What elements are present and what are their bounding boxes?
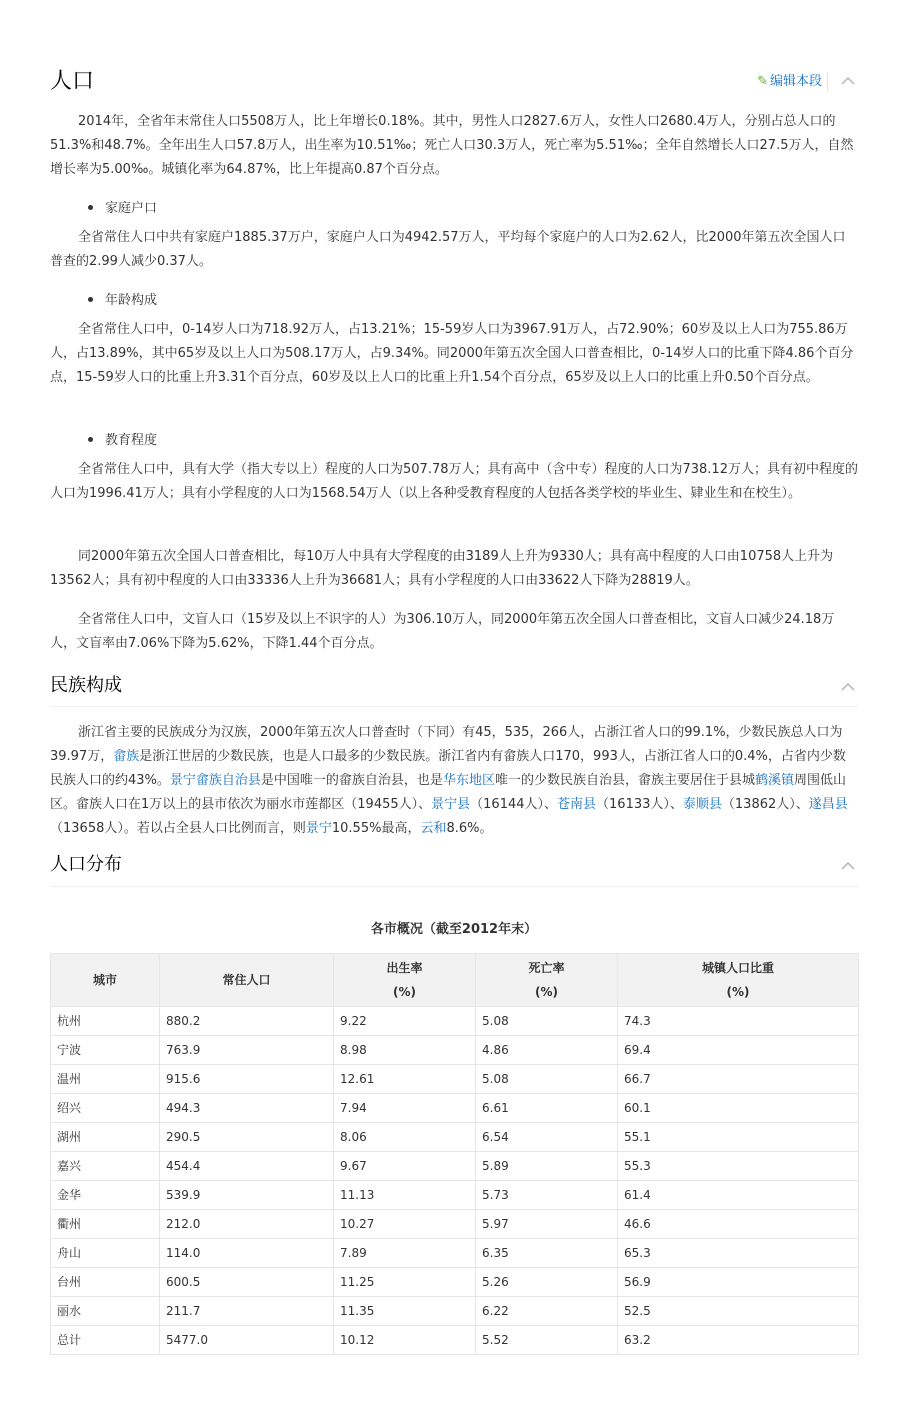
table-row (51, 1239, 859, 1268)
text-run: （16133人）、 (596, 797, 683, 812)
cell-population: 290.5 (160, 1123, 334, 1152)
cell-city: 台州 (51, 1268, 160, 1297)
cell-population: 539.9 (160, 1181, 334, 1210)
header-urban-ratio (618, 954, 859, 1007)
text-run: 周围低山区。畲族人口在1万以上的县市依次为丽水市莲都区（19455人）、 (50, 773, 846, 812)
cell-city: 绍兴 (51, 1094, 160, 1123)
cell-death-rate: 4.86 (476, 1036, 618, 1065)
cell-urban-ratio: 66.7 (618, 1065, 859, 1094)
link-jingning[interactable]: 景宁 (305, 821, 332, 836)
cell-population: 5477.0 (160, 1326, 334, 1355)
table-caption: 各市概况（截至2012年末） (370, 922, 538, 937)
cell-birth-rate: 9.22 (334, 1007, 476, 1036)
paragraph-household: 全省常住人口中共有家庭户1885.37万户，家庭户人口为4942.57万人，平均每个家庭户的人口为2.62人，比2000年第五次全国人口普查的2.99人减少0.37人。 (50, 230, 846, 269)
cell-population: 915.6 (160, 1065, 334, 1094)
cell-death-rate: 5.26 (476, 1268, 618, 1297)
cell-death-rate: 5.73 (476, 1181, 618, 1210)
cell-population: 600.5 (160, 1268, 334, 1297)
bullet-age (88, 291, 157, 311)
cell-birth-rate: 7.94 (334, 1094, 476, 1123)
paragraph-population-overview: 2014年，全省年末常住人口5508万人，比上年增长0.18%。其中，男性人口2827.6万人，女性人口2680.4万人，分别占总人口的51.3%和48.7%。全年出生人口57.8万人，出生率为10.51‰；死亡人口30.3万人，死亡率为5.51‰；全年自然增长人口27.5万人，自然增长率为5.00‰。城镇化率为64.87%，比上年提高0.87个百分点。 (50, 114, 854, 177)
cell-birth-rate: 9.67 (334, 1152, 476, 1181)
cell-city: 舟山 (51, 1239, 160, 1268)
cell-birth-rate: 8.98 (334, 1036, 476, 1065)
text-run: 唯一的少数民族自治县，畲族主要居住于县城 (494, 773, 755, 788)
bullet-label: 年龄构成 (105, 293, 158, 308)
table-row (51, 1297, 859, 1326)
cell-urban-ratio: 55.3 (618, 1152, 859, 1181)
header-birth-rate (334, 954, 476, 1007)
collapse-chevron-up-icon[interactable] (838, 859, 858, 875)
cell-population: 212.0 (160, 1210, 334, 1239)
section-title-population: 人口 (50, 69, 95, 94)
table-row (51, 1268, 859, 1297)
cell-birth-rate: 8.06 (334, 1123, 476, 1152)
table-row (51, 1036, 859, 1065)
collapse-chevron-up-icon[interactable] (838, 74, 858, 90)
cell-death-rate: 6.22 (476, 1297, 618, 1326)
cell-city: 嘉兴 (51, 1152, 160, 1181)
bullet-household (88, 199, 157, 219)
header-unit: (%) (393, 985, 416, 999)
edit-section-label: 编辑本段 (769, 74, 822, 89)
cell-city: 衢州 (51, 1210, 160, 1239)
cell-death-rate: 5.08 (476, 1007, 618, 1036)
section-title-distribution: 人口分布 (50, 854, 122, 875)
header-label: 死亡率 (528, 961, 565, 975)
table-row (51, 1181, 859, 1210)
divider (827, 72, 828, 92)
table-row (51, 1210, 859, 1239)
cell-population: 211.7 (160, 1297, 334, 1326)
cell-city: 湖州 (51, 1123, 160, 1152)
bullet-education (88, 431, 157, 451)
cell-death-rate: 5.52 (476, 1326, 618, 1355)
header-unit: (%) (535, 985, 558, 999)
cell-death-rate: 6.61 (476, 1094, 618, 1123)
paragraph-ethnicity (50, 721, 858, 841)
table-row (51, 1007, 859, 1036)
cell-birth-rate: 11.35 (334, 1297, 476, 1326)
link-taishun-county[interactable]: 泰顺县 (682, 797, 722, 812)
cell-city: 丽水 (51, 1297, 160, 1326)
cell-population: 880.2 (160, 1007, 334, 1036)
cell-city: 杭州 (51, 1007, 160, 1036)
header-population (160, 954, 334, 1007)
text-run: （13862人）、 (721, 797, 809, 812)
cell-birth-rate: 11.13 (334, 1181, 476, 1210)
bullet-dot-icon (88, 437, 93, 442)
header-unit: (%) (726, 985, 750, 999)
text-run: 10.55%最高， (331, 821, 421, 836)
cell-urban-ratio: 46.6 (618, 1210, 859, 1239)
cell-urban-ratio: 60.1 (618, 1094, 859, 1123)
link-yunhe[interactable]: 云和 (420, 821, 447, 836)
bullet-dot-icon (88, 297, 93, 302)
link-cangnan-county[interactable]: 苍南县 (557, 797, 597, 812)
cell-death-rate: 5.08 (476, 1065, 618, 1094)
bullet-label: 教育程度 (105, 433, 158, 448)
collapse-chevron-up-icon[interactable] (838, 680, 858, 696)
cell-city: 总计 (51, 1326, 160, 1355)
bullet-dot-icon (88, 205, 93, 210)
cell-population: 763.9 (160, 1036, 334, 1065)
section-divider (50, 886, 858, 887)
cell-urban-ratio: 65.3 (618, 1239, 859, 1268)
cell-city: 宁波 (51, 1036, 160, 1065)
header-label: 城市 (92, 973, 117, 987)
edit-section-button[interactable] (757, 72, 822, 92)
paragraph-illiteracy: 全省常住人口中，文盲人口（15岁及以上不识字的人）为306.10万人，同2000年第五次全国人口普查相比，文盲人口减少24.18万人，文盲率由7.06%下降为5.62%，下降1.44个百分点。 (50, 612, 835, 651)
paragraph-age: 全省常住人口中，0-14岁人口为718.92万人，占13.21%；15-59岁人口为3967.91万人，占72.90%；60岁及以上人口为755.86万人，占13.89%，其中65岁及以上人口为508.17万人，占9.34%。同2000年第五次全国人口普查相比，0-14岁人口的比重下降4.86个百分点，15-59岁人口的比重上升3.31个百分点，60岁及以上人口的比重上升1.54个百分点，65岁及以上人口的比重上升0.50个百分点。 (50, 322, 854, 385)
cell-urban-ratio: 55.1 (618, 1123, 859, 1152)
text-run: 是中国唯一的畲族自治县，也是 (260, 773, 443, 788)
cell-birth-rate: 7.89 (334, 1239, 476, 1268)
cell-birth-rate: 12.61 (334, 1065, 476, 1094)
section-title-ethnicity: 民族构成 (50, 675, 122, 696)
bullet-label: 家庭户口 (105, 201, 158, 216)
link-jingning-autonomous-county[interactable]: 景宁畲族自治县 (169, 773, 261, 788)
header-city (51, 954, 160, 1007)
section-divider (50, 706, 858, 707)
cell-population: 494.3 (160, 1094, 334, 1123)
table-row (51, 1065, 859, 1094)
cell-urban-ratio: 56.9 (618, 1268, 859, 1297)
cell-death-rate: 5.97 (476, 1210, 618, 1239)
table-row (51, 1152, 859, 1181)
table-row (51, 1326, 859, 1355)
cell-urban-ratio: 52.5 (618, 1297, 859, 1326)
header-death-rate (476, 954, 618, 1007)
cell-death-rate: 6.54 (476, 1123, 618, 1152)
cell-death-rate: 6.35 (476, 1239, 618, 1268)
cell-birth-rate: 11.25 (334, 1268, 476, 1297)
text-run: 浙江省主要的民族成分为汉族，2000年第五次人口普查时（下同）有45，535，266人，占浙江省人口的99.1%，少数民族总人口为39.97万， (50, 725, 843, 764)
cell-city: 金华 (51, 1181, 160, 1210)
paragraph-education: 全省常住人口中，具有大学（指大专以上）程度的人口为507.78万人；具有高中（含中专）程度的人口为738.12万人；具有初中程度的人口为1996.41万人；具有小学程度的人口为1568.54万人（以上各种受教育程度的人包括各类学校的毕业生、肄业生和在校生）。 (50, 462, 858, 501)
cell-birth-rate: 10.12 (334, 1326, 476, 1355)
cell-birth-rate: 10.27 (334, 1210, 476, 1239)
cell-population: 114.0 (160, 1239, 334, 1268)
link-jingning-county[interactable]: 景宁县 (431, 797, 471, 812)
cell-population: 454.4 (160, 1152, 334, 1181)
table-row (51, 1123, 859, 1152)
city-overview-table (50, 953, 859, 1355)
link-east-china[interactable]: 华东地区 (442, 773, 495, 788)
link-suichang-county[interactable]: 遂昌县 (808, 797, 848, 812)
cell-urban-ratio: 69.4 (618, 1036, 859, 1065)
cell-death-rate: 5.89 (476, 1152, 618, 1181)
header-label: 城镇人口比重 (701, 961, 774, 975)
text-run: （13658人）。若以占全县人口比例而言，则 (50, 821, 306, 836)
cell-urban-ratio: 74.3 (618, 1007, 859, 1036)
text-run: （16144人）、 (470, 797, 558, 812)
header-label: 常住人口 (222, 973, 271, 987)
table-row (51, 1094, 859, 1123)
header-label: 出生率 (386, 961, 423, 975)
cell-city: 温州 (51, 1065, 160, 1094)
text-run: 8.6%。 (446, 821, 493, 836)
link-hexi-town[interactable]: 鹤溪镇 (754, 773, 794, 788)
text-run: 是浙江世居的少数民族，也是人口最多的少数民族。浙江省内有畲族人口170，993人，占浙江省人口的0.4%，占省内少数民族人口的约43%。 (50, 749, 846, 788)
paragraph-education-compare: 同2000年第五次全国人口普查相比，每10万人中具有大学程度的由3189人上升为9330人；具有高中程度的人口由10758人上升为13562人；具有初中程度的人口由33336人上升为36681人；具有小学程度的人口由33622人下降为28819人。 (50, 549, 834, 588)
cell-urban-ratio: 63.2 (618, 1326, 859, 1355)
cell-urban-ratio: 61.4 (618, 1181, 859, 1210)
pencil-icon: ✎ (757, 74, 768, 89)
link-she-ethnic[interactable]: 畲族 (113, 749, 140, 764)
table-header-row (51, 954, 859, 1007)
